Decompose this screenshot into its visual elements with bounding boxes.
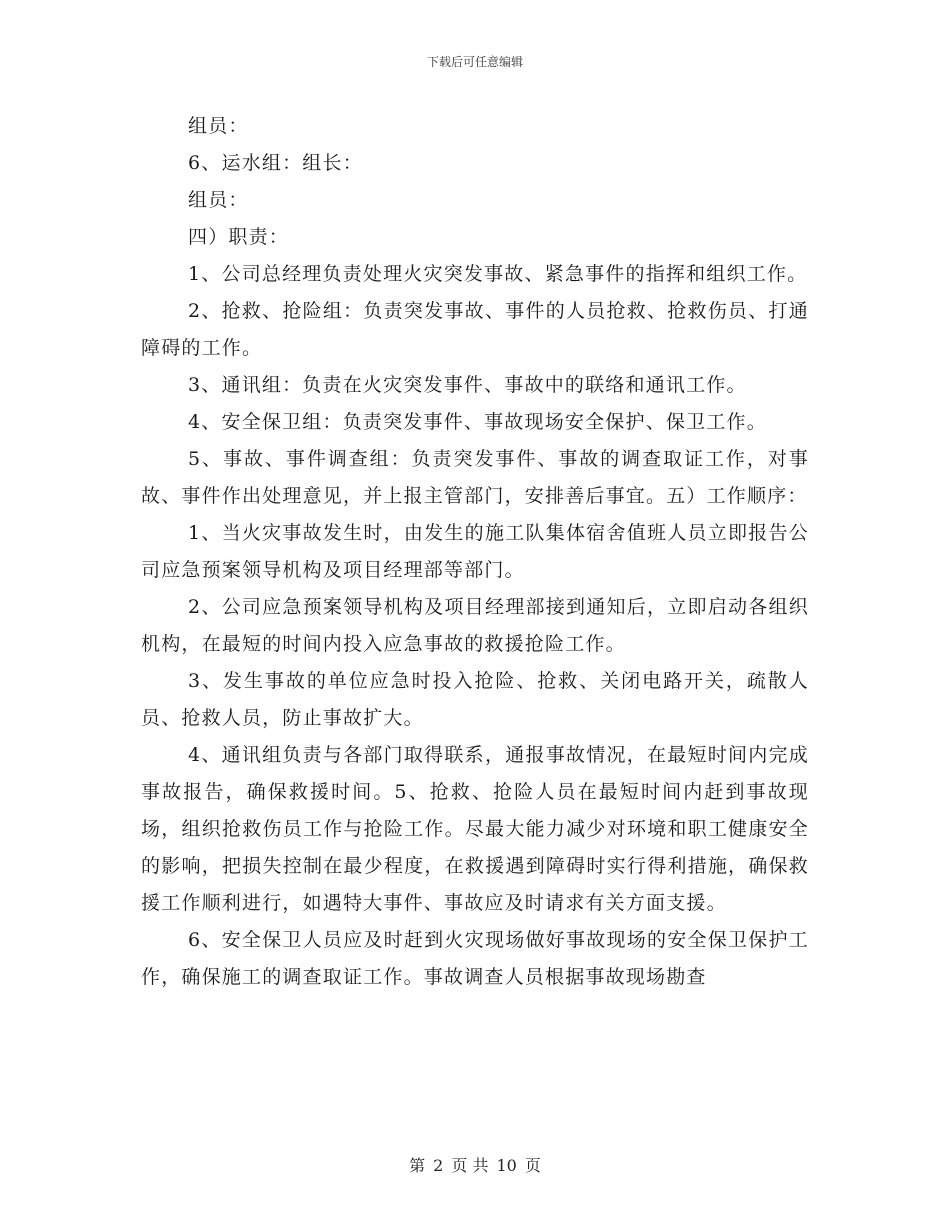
page-footer-suffix: 页 — [524, 1156, 541, 1175]
document-body — [141, 108, 809, 996]
paragraph: 6、运水组：组长： — [188, 152, 363, 174]
paragraph: 3、发生事故的单位应急时投入抢险、抢救、关闭电路开关，疏散人员、抢救人员，防止事故扩大。 — [141, 670, 809, 729]
paragraph: 组员： — [188, 115, 249, 137]
paragraph: 1、公司总经理负责处理火灾突发事故、紧急事件的指挥和组织工作。 — [188, 263, 808, 285]
paragraph: 2、抢救、抢险组：负责突发事故、事件的人员抢救、抢救伤员、打通障碍的工作。 — [141, 300, 809, 359]
paragraph: 3、通讯组：负责在火灾突发事件、事故中的联络和通讯工作。 — [188, 374, 747, 396]
page-footer-middle: 页 共 — [451, 1156, 489, 1175]
paragraph: 6、安全保卫人员应及时赶到火灾现场做好事故现场的安全保卫保护工作，确保施工的调查取证工作。事故调查人员根据事故现场勘查 — [141, 929, 809, 988]
paragraph: 4、安全保卫组：负责突发事件、事故现场安全保护、保卫工作。 — [188, 411, 767, 433]
paragraph: 组员： — [188, 189, 249, 211]
paragraph: 4、通讯组负责与各部门取得联系，通报事故情况，在最短时间内完成事故报告，确保救援时间。5、抢救、抢险人员在最短时间内赶到事故现场，组织抢救伤员工作与抢险工作。尽最大能力减少对环境和职工健康安全的影响，把损失控制在最少程度，在救援遇到障碍时实行得利措施，确保救援工作顺利进行，如遇特大事件、事故应及时请求有关方面支援。 — [141, 744, 809, 914]
page-total: 10 — [496, 1156, 517, 1175]
page-number — [0, 1155, 950, 1177]
paragraph: 5、事故、事件调查组：负责突发事件、事故的调查取证工作，对事故、事件作出处理意见，并上报主管部门，安排善后事宜。五）工作顺序： — [141, 448, 809, 507]
paragraph: 2、公司应急预案领导机构及项目经理部接到通知后，立即启动各组织机构，在最短的时间内投入应急事故的救援抢险工作。 — [141, 596, 809, 655]
paragraph: 1、当火灾事故发生时，由发生的施工队集体宿舍值班人员立即报告公司应急预案领导机构及项目经理部等部门。 — [141, 522, 809, 581]
page-header-note: 下载后可任意编辑 — [426, 55, 523, 69]
section-heading: 四）职责： — [188, 226, 290, 248]
page-current: 2 — [433, 1156, 444, 1175]
page-footer-prefix: 第 — [409, 1156, 426, 1175]
